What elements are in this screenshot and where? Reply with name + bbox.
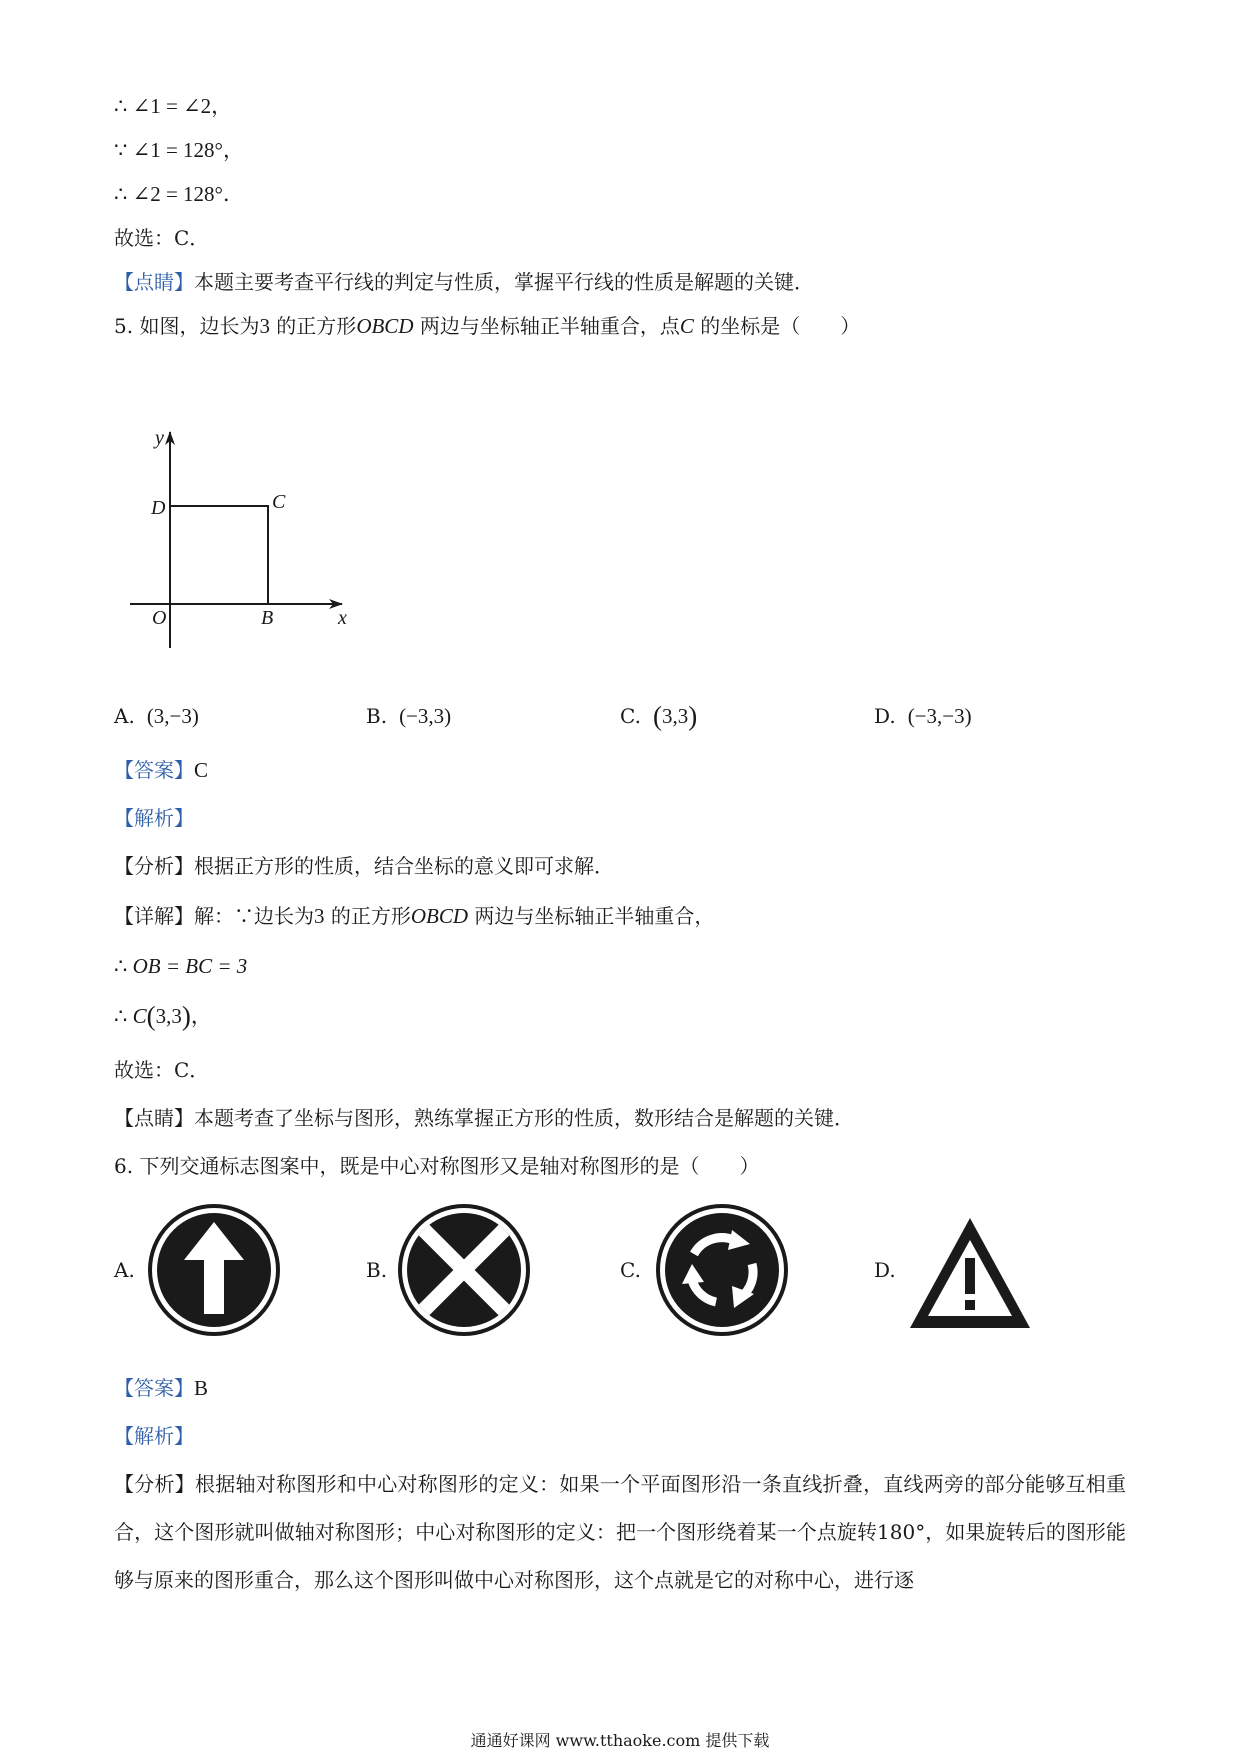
option-letter: A. (114, 704, 135, 728)
xiangjie-part: 两边与坐标轴正半轴重合， (468, 904, 715, 928)
answer-tag: 【答案】 (114, 758, 194, 782)
fenxi-text: 根据轴对称图形和中心对称图形的定义：如果一个平面图形沿一条直线折叠，直线两旁的部分能够互相重合，这个图形就叫做轴对称图形；中心对称图形的定义：把一个图形绕着某一个点旋转180°，如果旋转后的图形能够与原来的图形重合，那么这个图形叫做中心对称图形，这个点就是它的对称中心，进行逐 (114, 1472, 1127, 1592)
square-obcd (170, 506, 268, 604)
fenxi-text: 根据正方形的性质，结合坐标的意义即可求解． (194, 854, 614, 878)
answer-value: B (194, 1376, 209, 1400)
step-end: ， (190, 1004, 212, 1028)
option-value: (3,−3) (146, 704, 199, 728)
label-b: B (261, 607, 274, 629)
label-x: x (338, 607, 347, 629)
q5-coordinate-figure (120, 420, 360, 650)
step-value: 3,3 (155, 1004, 182, 1028)
xiangjie-part: 解：∵边长为 (194, 904, 314, 928)
answer-tag: 【答案】 (114, 1376, 194, 1400)
option-letter: B. (366, 704, 388, 728)
q6-option-c-letter: C. (620, 1258, 641, 1282)
dianjing-tag: 【点睛】 (114, 270, 194, 294)
q5-answer (114, 756, 208, 784)
q5-fenxi (114, 852, 614, 880)
page-footer: 通通好课网 www.tthaoke.com 提供下载 (470, 1731, 770, 1750)
dianjing-line (114, 268, 814, 296)
q5-stem-part: 5. 如图，边长为 (114, 314, 260, 338)
q6-stem: 6. 下列交通标志图案中，既是中心对称图形又是轴对称图形的是（ ） (114, 1154, 760, 1178)
q5-analysis-tag: 【解析】 (114, 806, 194, 830)
therefore-symbol: ∴ (114, 1004, 133, 1028)
therefore-symbol: ∴ (114, 954, 133, 978)
choose-line: 故选：C． (114, 226, 210, 250)
label-d: D (151, 497, 166, 519)
option-value: 3,3 (661, 704, 689, 728)
q6-option-a-letter: A. (114, 1258, 135, 1282)
q6-analysis-tag: 【解析】 (114, 1424, 194, 1448)
q6-answer (114, 1374, 208, 1402)
q5-dianjing (114, 1104, 854, 1132)
xiangjie-square-name: OBCD (410, 904, 469, 928)
q5-choose: 故选：C． (114, 1058, 210, 1082)
q5-stem-square-name: OBCD (356, 314, 414, 338)
x-cross-sign-icon (396, 1202, 532, 1338)
option-value: (−3,−3) (907, 704, 972, 728)
roundabout-sign-icon (654, 1202, 790, 1338)
q5-option-d (874, 702, 972, 730)
dianjing-text: 本题考查了坐标与图形，熟练掌握正方形的性质，数形结合是解题的关键． (194, 1106, 854, 1130)
q5-step-2: ∴ C(3,3)， (114, 1001, 212, 1031)
proof-line-1: ∴ ∠1 = ∠2， (114, 94, 233, 118)
label-c: C (272, 491, 286, 513)
q5-step-1 (114, 952, 247, 980)
fenxi-tag: 【分析】 (114, 854, 194, 878)
fenxi-tag: 【分析】 (114, 1472, 195, 1496)
xiangjie-number: 3 (314, 904, 325, 928)
q5-stem-part: 的坐标是（ ） (693, 314, 861, 338)
q6-option-d-letter: D. (874, 1258, 896, 1282)
q5-stem-point: C (679, 314, 694, 338)
q5-stem (114, 312, 860, 340)
q5-stem-part: 的正方形 (269, 314, 357, 338)
proof-line-3: ∴ ∠2 = 128°． (114, 182, 244, 206)
answer-value: C (194, 758, 209, 782)
q6-fenxi-paragraph (114, 1460, 1126, 1604)
label-o: O (152, 607, 167, 629)
q5-option-c: C. (3,3) (620, 701, 698, 731)
dianjing-tag: 【点睛】 (114, 1106, 194, 1130)
q6-option-b-letter: B. (366, 1258, 388, 1282)
q5-xiangjie (114, 902, 714, 930)
xiangjie-tag: 【详解】 (114, 904, 194, 928)
step-equation: OB = BC = 3 (132, 954, 248, 978)
warning-triangle-sign-icon (906, 1214, 1034, 1332)
q5-option-a (114, 702, 199, 730)
option-value: (−3,3) (399, 704, 452, 728)
option-letter: C. (620, 704, 641, 728)
up-arrow-sign-icon (146, 1202, 282, 1338)
q5-stem-number: 3 (259, 314, 270, 338)
option-letter: D. (874, 704, 896, 728)
label-y: y (155, 427, 164, 449)
xiangjie-part: 的正方形 (324, 904, 411, 928)
proof-line-2: ∵ ∠1 = 128°， (114, 138, 244, 162)
step-point: C (132, 1004, 147, 1028)
dianjing-text: 本题主要考查平行线的判定与性质，掌握平行线的性质是解题的关键． (194, 270, 814, 294)
q5-option-b (366, 702, 451, 730)
q5-stem-part: 两边与坐标轴正半轴重合，点 (413, 314, 680, 338)
